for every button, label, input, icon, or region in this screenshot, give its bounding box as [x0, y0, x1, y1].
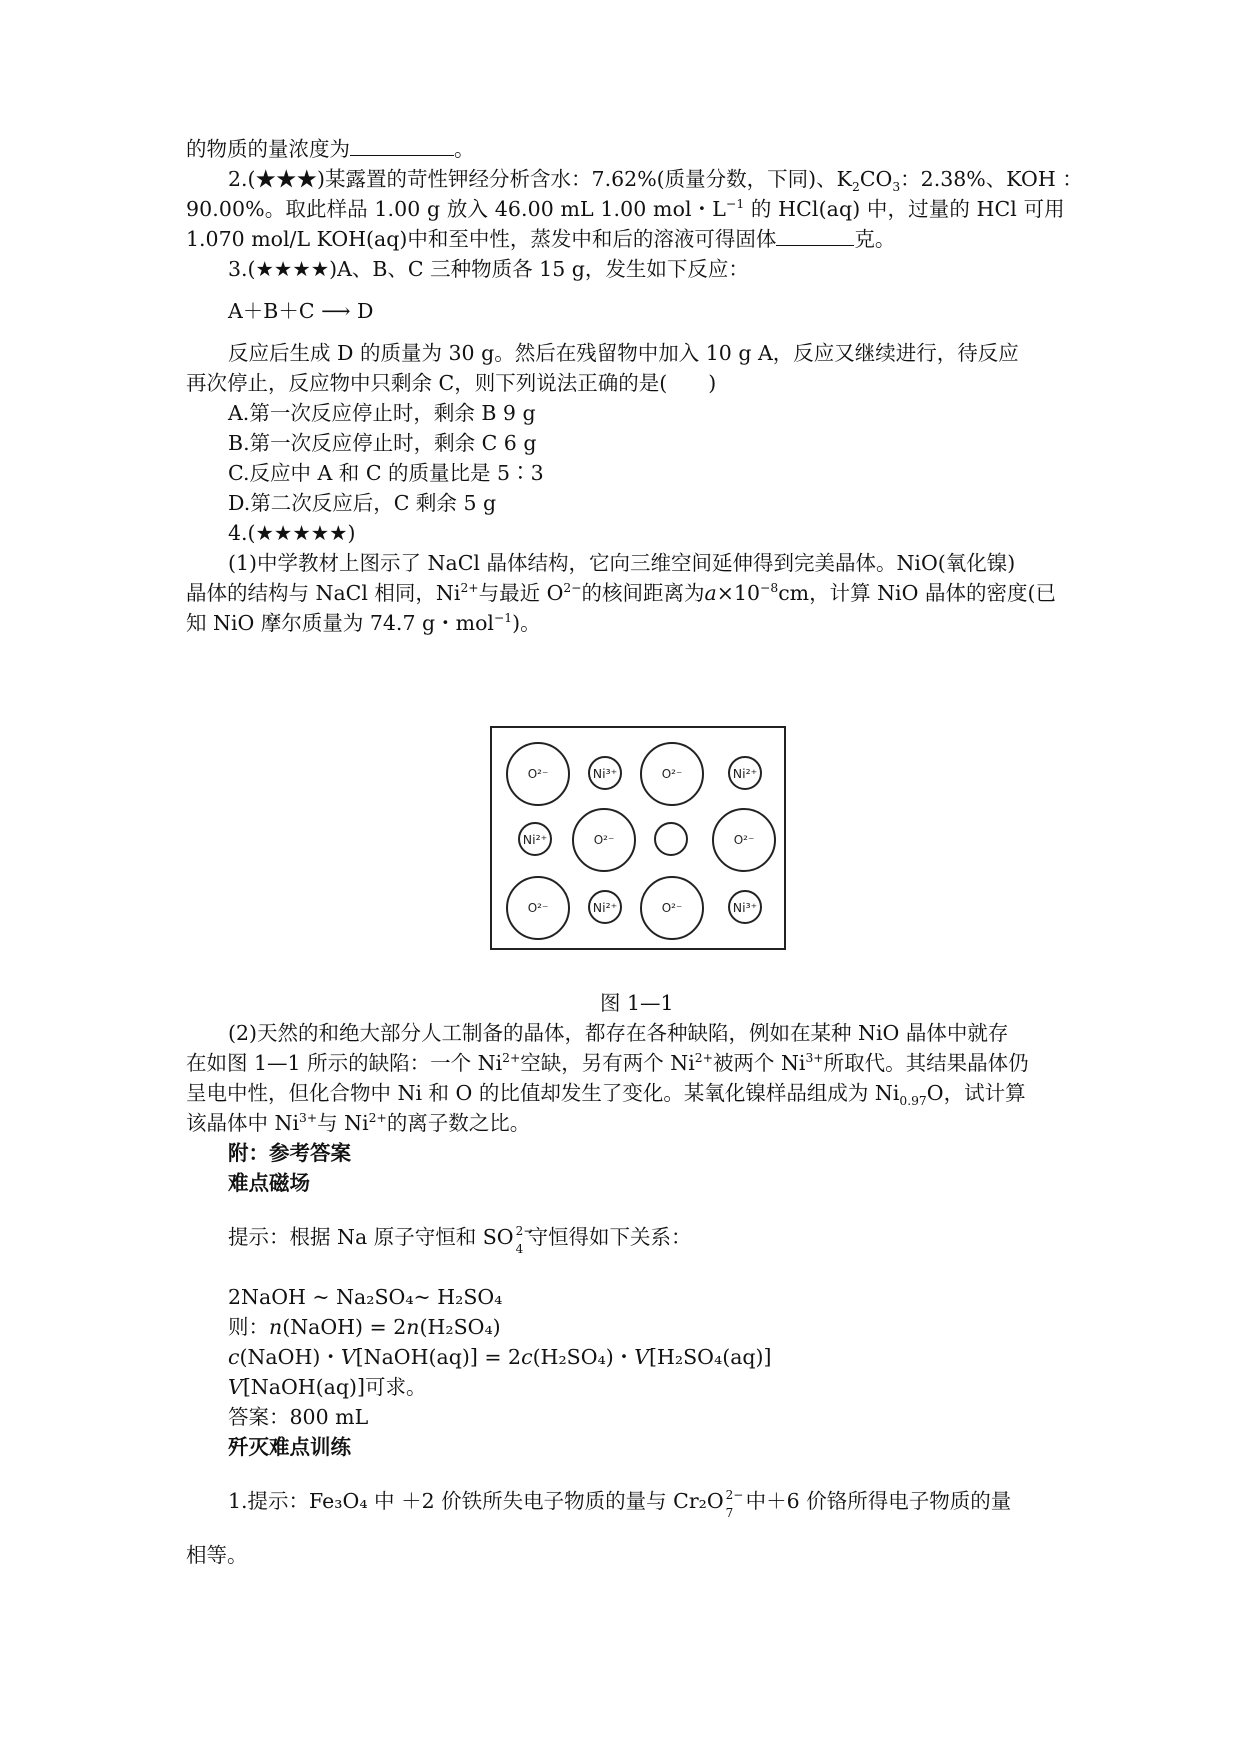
figure-caption: 图 1—1: [600, 991, 674, 1015]
question-4-part2-line1: (2)天然的和绝大部分人工制备的晶体，都存在各种缺陷，例如在某种 NiO 晶体中就存: [228, 1021, 1009, 1045]
ion-circle: Ni³⁺: [728, 890, 762, 924]
hint-line: 1.提示：Fe₃O₄ 中 ＋2 价铁所失电子物质的量与 Cr₂O 2− 7 中＋6 价铬所得电子物质的量: [228, 1488, 1012, 1520]
nio-crystal-defect-figure: [490, 726, 786, 950]
option-c: C.反应中 A 和 C 的质量比是 5∶3: [228, 461, 544, 485]
section-heading: 歼灭难点训练: [228, 1435, 351, 1459]
question-4-part1-line1: (1)中学教材上图示了 NaCl 晶体结构，它向三维空间延伸得到完美晶体。NiO(氧化镍): [228, 551, 1016, 575]
question-4-part1-line3: 知 NiO 摩尔质量为 74.7 g・mol$^{-1}$)。: [186, 611, 541, 635]
question-2-line-2: 90.00%。取此样品 1.00 g 放入 46.00 mL 1.00 mol・$L^{-1}$ 的 HCl(aq) 中，过量的 HCl 可用: [186, 197, 1065, 221]
answers-heading: 附：参考答案: [228, 1141, 351, 1165]
charge-fraction: 2− 4: [515, 1224, 534, 1256]
ion-circle: O²⁻: [506, 742, 570, 806]
question-2-line-3: 1.070 mol/L KOH(aq)中和至中性，蒸发中和后的溶液可得固体 克。: [186, 227, 896, 251]
text-line: 的物质的量浓度为 。: [186, 137, 475, 161]
question-3-line-2: 反应后生成 D 的质量为 30 g。然后在残留物中加入 10 g A，反应又继续进行，待反应: [228, 341, 1019, 365]
reaction-equation: A＋B＋C ⟶ D: [228, 299, 374, 323]
charge-fraction: 2− 7: [725, 1488, 744, 1520]
ion-circle: O²⁻: [506, 876, 570, 940]
ion-circle: O²⁻: [572, 808, 636, 872]
section-heading: 难点磁场: [228, 1171, 310, 1195]
hint-line: 提示：根据 Na 原子守恒和 SO 2− 4 守恒得如下关系：: [228, 1224, 692, 1256]
answer-blank: [350, 135, 454, 156]
ion-circle: O²⁻: [640, 876, 704, 940]
question-4-part2-line3: 呈电中性，但化合物中 Ni 和 O 的比值却发生了变化。某氧化镍样品组成为 $Ni_{0.97}O$，试计算: [186, 1081, 1026, 1109]
question-4-part2-line4: 该晶体中 $Ni^{3+}$与 $Ni^{2+}$的离子数之比。: [186, 1111, 531, 1135]
relation-line-2: 则：n(NaOH) = 2n(H₂SO₄): [228, 1315, 501, 1339]
relation-line-1: 2NaOH ~ Na₂SO₄~ H₂SO₄: [228, 1285, 503, 1309]
ion-circle: Ni²⁺: [588, 890, 622, 924]
text-line: 相等。: [186, 1543, 248, 1567]
relation-line-3: c(NaOH)・V[NaOH(aq)] = 2c(H₂SO₄)・V[H₂SO₄(aq)]: [228, 1345, 772, 1369]
ion-circle: Ni²⁺: [518, 822, 552, 856]
question-3-line-3: 再次停止，反应物中只剩余 C，则下列说法正确的是( ): [186, 371, 717, 395]
ion-circle: O²⁻: [712, 808, 776, 872]
option-d: D.第二次反应后，C 剩余 5 g: [228, 491, 497, 515]
question-3-line-1: 3.(★★★★)A、B、C 三种物质各 15 g，发生如下反应：: [228, 257, 749, 281]
ion-circle: Ni²⁺: [728, 756, 762, 790]
ion-circle: O²⁻: [640, 742, 704, 806]
question-4-part1-line2: 晶体的结构与 NaCl 相同，$Ni^{2+}$与最近 $O^{2-}$的核间距离为$a\times 10^{-8}cm$，计算 NiO 晶体的密度(已: [186, 581, 1056, 605]
option-b: B.第一次反应停止时，剩余 C 6 g: [228, 431, 537, 455]
answer-line: 答案：800 mL: [228, 1405, 369, 1429]
question-4-head: 4.(★★★★★): [228, 521, 356, 545]
vacancy-circle: [654, 822, 688, 856]
question-2-line-1: 2.(★★★)某露置的苛性钾经分析含水：7.62%(质量分数，下同)、$K_2CO_3$：2.38%、KOH ：: [228, 167, 1083, 195]
option-a: A.第一次反应停止时，剩余 B 9 g: [228, 401, 536, 425]
question-4-part2-line2: 在如图 1—1 所示的缺陷：一个 $Ni^{2+}$空缺，另有两个 $Ni^{2+}$被两个 $Ni^{3+}$所取代。其结果晶体仍: [186, 1051, 1029, 1075]
relation-line-4: V[NaOH(aq)]可求。: [228, 1375, 427, 1399]
answer-blank: [776, 225, 854, 246]
ion-circle: Ni³⁺: [588, 756, 622, 790]
